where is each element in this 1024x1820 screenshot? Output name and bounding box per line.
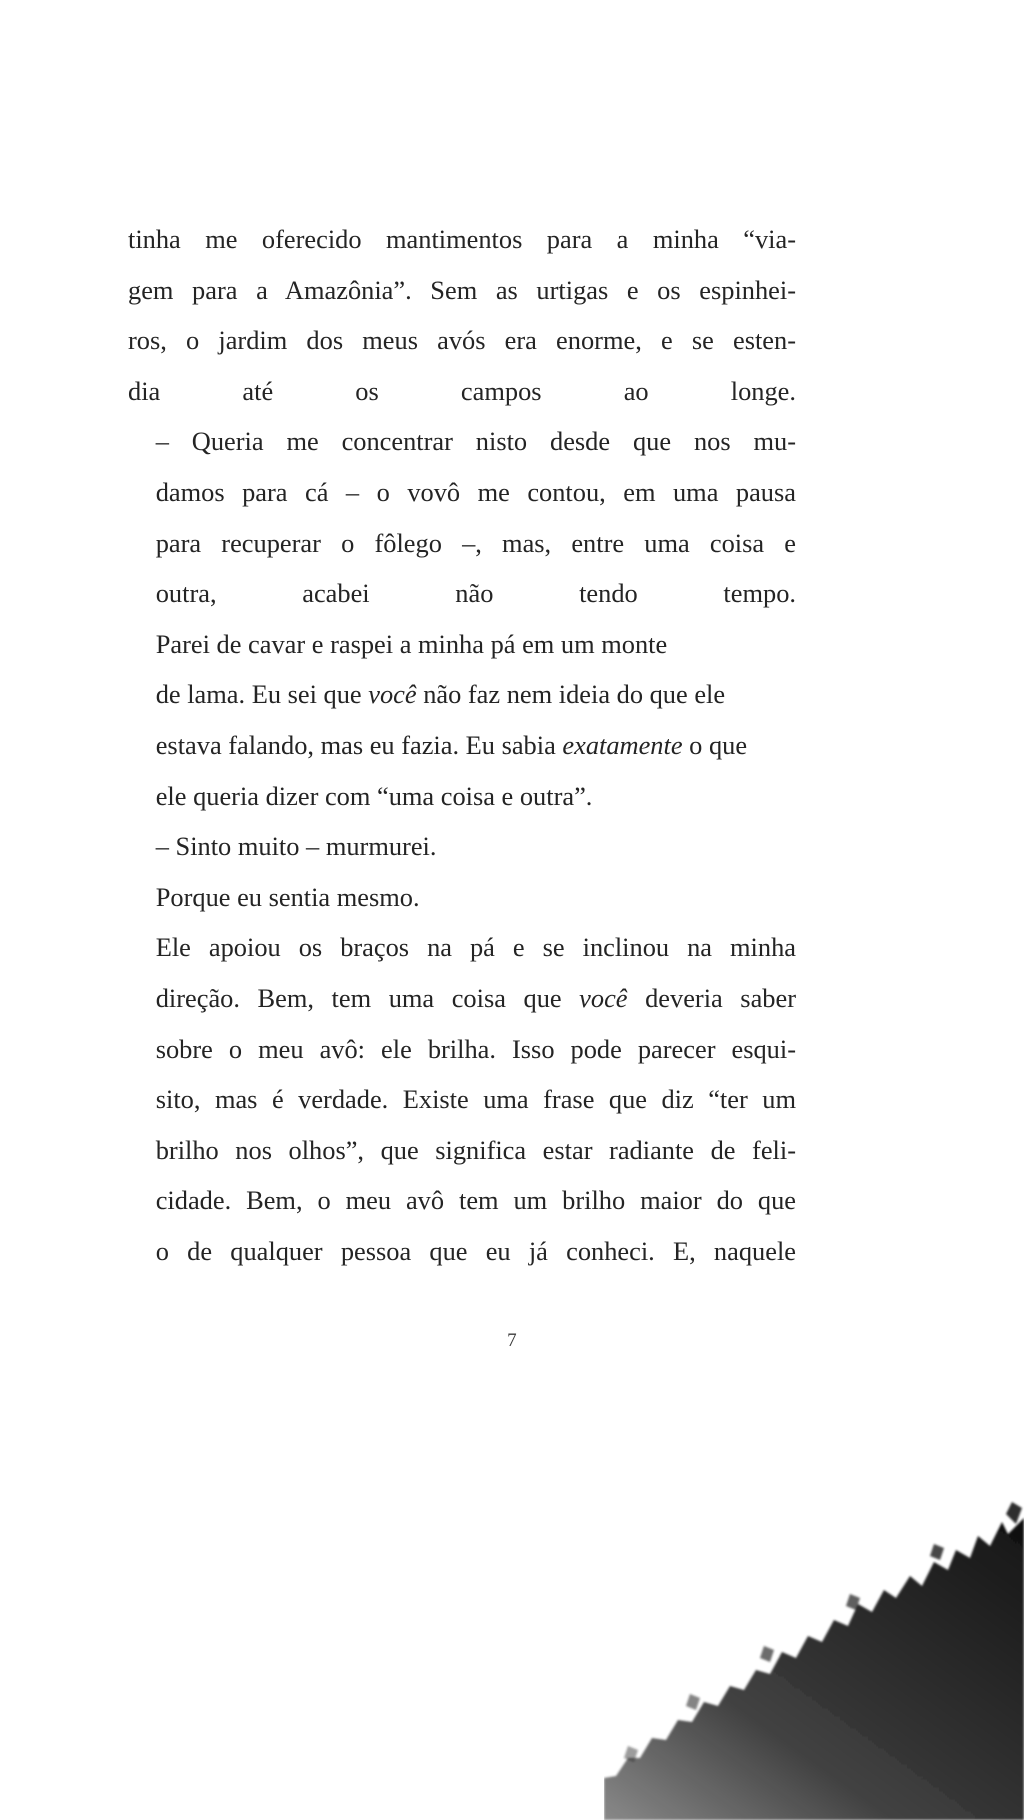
text-line: sito, mas é verdade. Existe uma frase que diz “ter um (155, 1084, 796, 1115)
text-line: Porque eu sentia mesmo. (155, 881, 420, 912)
text-line: cidade. Bem, o meu avô tem um brilho maior do que (155, 1185, 796, 1216)
torn-page-ink-edge-icon (604, 1500, 1024, 1820)
page-text-body (128, 214, 796, 1276)
text-line: dia até os campos ao longe. (128, 375, 796, 406)
paragraph-2 (128, 416, 796, 618)
text-line: damos para cá – o vovô me contou, em uma pausa (155, 476, 796, 507)
paragraph-6 (128, 922, 796, 1276)
text-line: Parei de cavar e raspei a minha pá em um monte (155, 628, 668, 659)
text-line-with-italic: estava falando, mas eu fazia. Eu sabia exatamente o que (155, 729, 748, 760)
paragraph-1 (128, 214, 796, 416)
text-line: Ele apoiou os braços na pá e se inclinou na minha (155, 932, 796, 963)
text-line: tinha me oferecido mantimentos para a minha “via- (128, 224, 796, 254)
paragraph-3 (128, 619, 796, 821)
text-line: direção. Bem, tem uma coisa que você deveria saber (155, 982, 796, 1013)
page-number: 7 (507, 1330, 517, 1351)
paragraph-4 (128, 821, 796, 872)
text-line: para recuperar o fôlego –, mas, entre uma coisa e (155, 527, 796, 558)
text-line: sobre o meu avô: ele brilha. Isso pode parecer esqui- (155, 1033, 796, 1064)
text-line: – Queria me concentrar nisto desde que nos mu- (155, 426, 796, 457)
italic-word: você (368, 679, 417, 710)
text-line: brilho nos olhos”, que significa estar radiante de feli- (155, 1134, 796, 1165)
text-line-with-italic: de lama. Eu sei que você não faz nem ideia do que ele (155, 679, 726, 710)
italic-word: exatamente (562, 729, 683, 760)
paragraph-5 (128, 872, 796, 923)
text-line: o de qualquer pessoa que eu já conheci. E, naquele (155, 1235, 796, 1266)
text-line: outra, acabei não tendo tempo. (155, 578, 796, 609)
text-line: gem para a Amazônia”. Sem as urtigas e os espinhei- (128, 274, 796, 305)
text-line: – Sinto muito – murmurei. (155, 831, 437, 862)
italic-word: você (579, 982, 628, 1013)
text-line: ros, o jardim dos meus avós era enorme, e se esten- (128, 325, 796, 356)
text-line: ele queria dizer com “uma coisa e outra”. (155, 780, 593, 811)
